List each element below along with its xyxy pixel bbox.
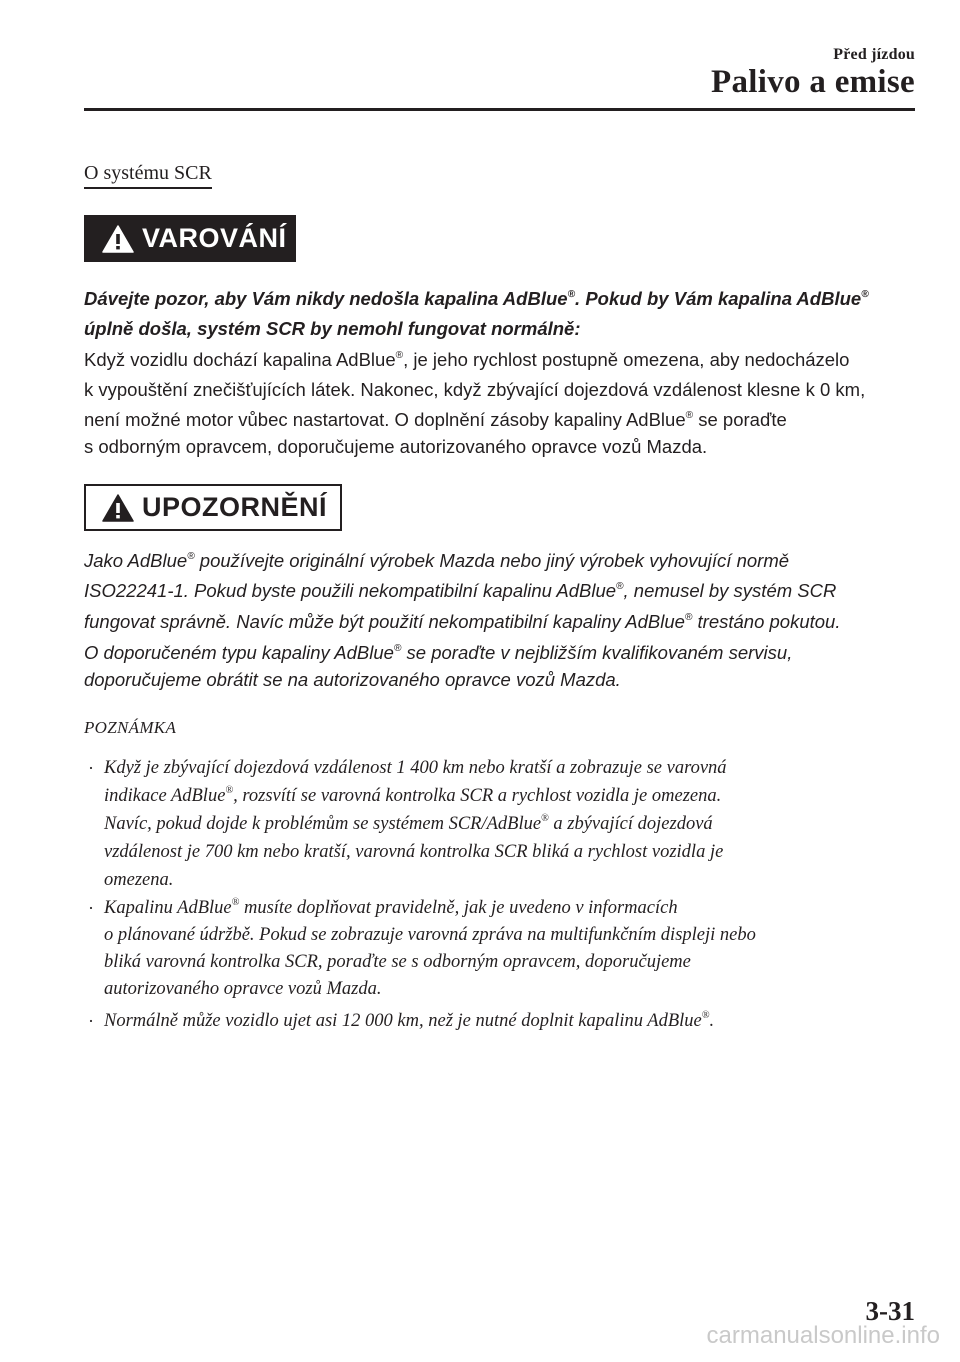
section-title: O systému SCR xyxy=(84,162,212,189)
note-item-line: indikace AdBlue®, rozsvítí se varovná kontrolka SCR a rychlost vozidla je omezena. xyxy=(104,784,722,806)
caution-line: ISO22241-1. Pokud byste použili nekompatibilní kapalinu AdBlue®, nemusel by systém SCR xyxy=(84,580,837,601)
note-title: POZNÁMKA xyxy=(84,718,177,737)
registered-mark: ® xyxy=(701,1009,710,1021)
bullet-marker: · xyxy=(88,758,94,778)
warning-label: VAROVÁNÍ xyxy=(142,223,287,253)
note-item-line: Normálně může vozidlo ujet asi 12 000 km, než je nutné doplnit kapalinu AdBlue®. xyxy=(104,1009,715,1031)
caution-line: Jako AdBlue® používejte originální výrobek Mazda nebo jiný výrobek vyhovující normě xyxy=(84,550,790,571)
caution-banner xyxy=(84,484,342,531)
warning-line: úplně došla, systém SCR by nemohl fungovat normálně: xyxy=(84,318,581,339)
note-item-line: omezena. xyxy=(104,870,174,890)
registered-mark: ® xyxy=(685,409,694,421)
registered-mark: ® xyxy=(567,288,576,300)
registered-mark: ® xyxy=(541,812,549,824)
note-item-line: bliká varovná kontrolka SCR, poraďte se s odborným opravcem, doporučujeme xyxy=(104,952,691,972)
registered-mark: ® xyxy=(616,580,624,592)
registered-mark: ® xyxy=(187,550,195,562)
warning-line: s odborným opravcem, doporučujeme autorizovaného opravce vozů Mazda. xyxy=(84,436,708,457)
warning-banner xyxy=(84,215,296,262)
warning-line: není možné motor vůbec nastartovat. O doplnění zásoby kapaliny AdBlue® se poraďte xyxy=(84,409,787,430)
note-item-line: Když je zbývající dojezdová vzdálenost 1 400 km nebo kratší a zobrazuje se varovná xyxy=(104,758,727,778)
registered-mark: ® xyxy=(393,642,402,654)
registered-mark: ® xyxy=(861,288,869,300)
registered-mark: ® xyxy=(231,896,240,908)
registered-mark: ® xyxy=(684,611,693,623)
bullet-marker: · xyxy=(88,898,94,918)
warning-triangle-icon xyxy=(102,225,134,253)
caution-line: O doporučeném typu kapaliny AdBlue® se poraďte v nejbližším kvalifikovaném servisu, xyxy=(84,642,793,663)
bullet-marker: · xyxy=(88,1011,94,1031)
note-item-line: Kapalinu AdBlue® musíte doplňovat pravidelně, jak je uvedeno v informacích xyxy=(104,896,678,918)
note-item-line: autorizovaného opravce vozů Mazda. xyxy=(104,979,382,999)
note-item-line: Navíc, pokud dojde k problémům se systémem SCR/AdBlue® a zbývající dojezdová xyxy=(104,812,713,834)
registered-mark: ® xyxy=(395,349,404,361)
note-item-line: o plánované údržbě. Pokud se zobrazuje varovná zpráva na multifunkčním displeji nebo xyxy=(104,925,756,945)
warning-line: k vypouštění znečišťujících látek. Nakonec, když zbývající dojezdová vzdálenost klesne k 0 km, xyxy=(84,379,866,400)
warning-line: Dávejte pozor, aby Vám nikdy nedošla kapalina AdBlue®. Pokud by Vám kapalina AdBlue® xyxy=(84,288,869,309)
header-title: Palivo a emise xyxy=(711,64,915,100)
header-subtitle: Před jízdou xyxy=(833,46,915,63)
warning-line: Když vozidlu dochází kapalina AdBlue®, je jeho rychlost postupně omezena, aby nedocházelo xyxy=(84,349,850,370)
caution-line: fungovat správně. Navíc může být použití nekompatibilní kapaliny AdBlue® trestáno pokutou. xyxy=(84,611,841,632)
caution-line: doporučujeme obrátit se na autorizovaného opravce vozů Mazda. xyxy=(84,669,621,690)
page-number: 3-31 xyxy=(865,1296,915,1326)
caution-triangle-icon xyxy=(102,494,134,522)
note-item-line: vzdálenost je 700 km nebo kratší, varovná kontrolka SCR bliká a rychlost vozidla je xyxy=(104,842,724,862)
header-divider xyxy=(84,108,915,111)
caution-label: UPOZORNĚNÍ xyxy=(142,492,328,522)
registered-mark: ® xyxy=(225,784,234,796)
watermark: carmanualsonline.info xyxy=(706,1322,940,1349)
